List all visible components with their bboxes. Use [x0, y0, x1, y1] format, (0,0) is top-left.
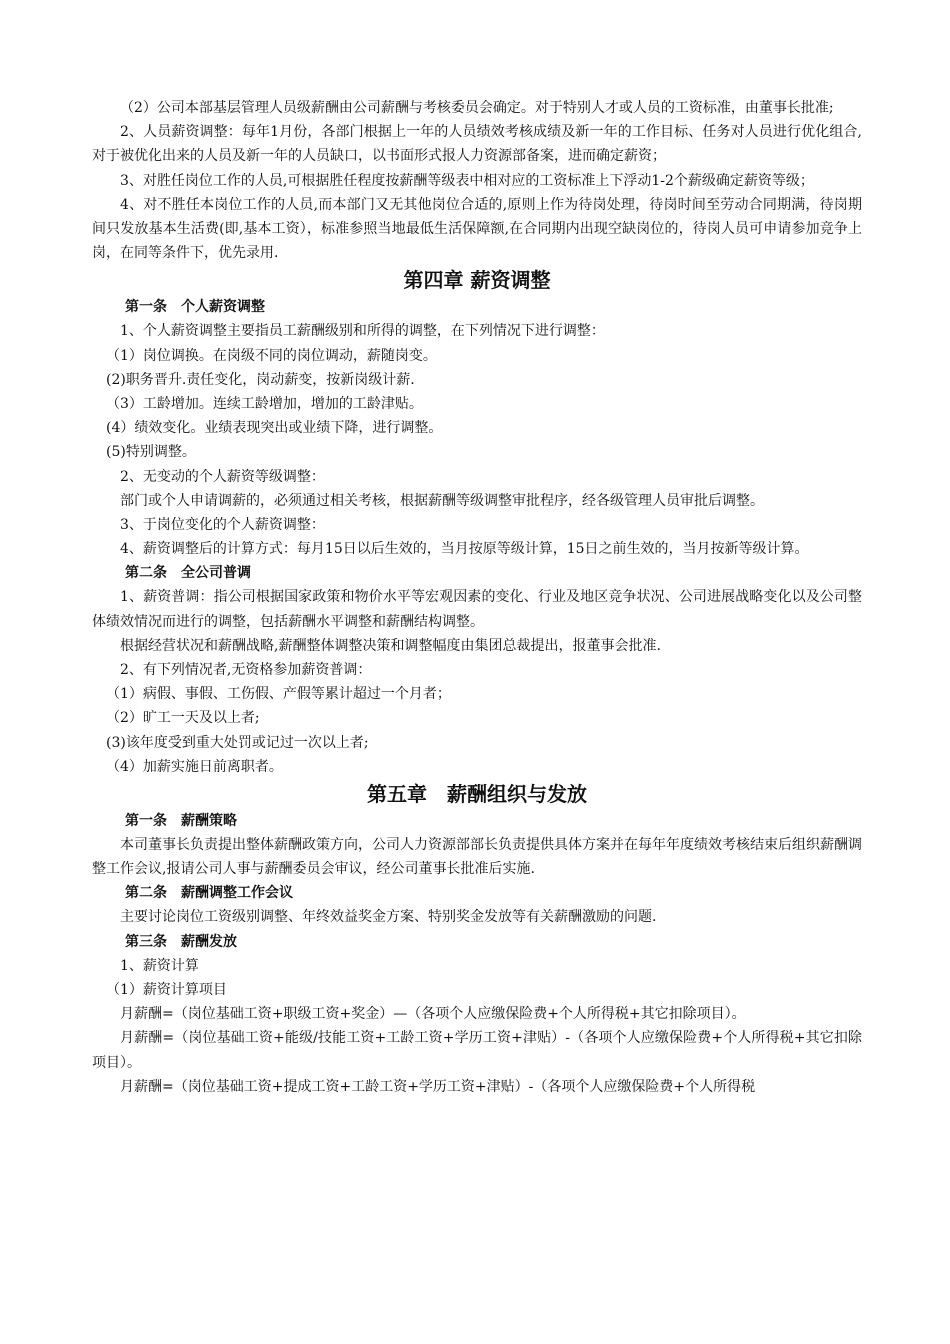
list-item: （4）加薪实施日前离职者。 — [106, 758, 283, 775]
article-heading: 第三条 薪酬发放 — [125, 933, 237, 950]
paragraph: 2、人员薪资调整：每年1月份，各部门根据上一年的人员绩效考核成绩及新一年的工作目标、任务对人员进行优化组合,对于被优化出来的人员及新一年的人员缺口，以书面形式报人力资源部备案，进而确定薪资； — [92, 124, 862, 165]
list-item: （1）病假、事假、工伤假、产假等累计超过一个月者； — [106, 686, 451, 703]
paragraph: 2、无变动的个人薪资等级调整： — [120, 468, 325, 485]
paragraph: 1、薪资计算 — [120, 957, 199, 974]
paragraph: 3、于岗位变化的个人薪资调整： — [120, 517, 325, 534]
list-item: (3)该年度受到重大处罚或记过一次以上者; — [106, 734, 369, 751]
paragraph: 4、对不胜任本岗位工作的人员,而本部门又无其他岗位合适的,原则上作为待岗处理，待岗时间至劳动合同期满，待岗期间只发放基本生活费(即,基本工资），标准参照当地最低生活保障额,在合同期内出现空缺岗位的，待岗人员可申请参加竞争上岗，在同等条件下，优先录用. — [92, 196, 862, 262]
chapter-title: 第五章 薪酬组织与发放 — [367, 782, 587, 807]
paragraph: 2、有下列情况者,无资格参加薪资普调： — [120, 662, 372, 679]
article-heading: 第二条 薪酬调整工作会议 — [125, 885, 293, 902]
paragraph: （1）薪资计算项目 — [106, 981, 227, 998]
article-heading: 第二条 全公司普调 — [125, 565, 251, 582]
list-item: （2）旷工一天及以上者; — [106, 710, 260, 727]
list-item: （3）工龄增加。连续工龄增加，增加的工龄津贴。 — [106, 396, 423, 413]
article-heading: 第一条 个人薪资调整 — [125, 299, 265, 316]
document-body — [92, 96, 862, 1099]
paragraph: 月薪酬=（岗位基础工资+职级工资+奖金）—（各项个人应缴保险费+个人所得税+其它扣除项目）。 — [120, 1006, 746, 1023]
paragraph: 月薪酬=（岗位基础工资+能级/技能工资+工龄工资+学历工资+津贴）-（各项个人应缴保险费+个人所得税+其它扣除项目）。 — [92, 1030, 862, 1071]
list-item: (5)特别调整。 — [106, 444, 196, 461]
paragraph: 主要讨论岗位工资级别调整、年终效益奖金方案、特别奖金发放等有关薪酬激励的问题. — [120, 909, 657, 926]
paragraph: 3、对胜任岗位工作的人员,可根据胜任程度按薪酬等级表中相对应的工资标准上下浮动1-2个薪级确定薪资等级； — [120, 172, 814, 189]
paragraph: 本司董事长负责提出整体薪酬政策方向，公司人力资源部部长负责提供具体方案并在每年年度绩效考核结束后组织薪酬调整工作会议,报请公司人事与薪酬委员会审议，经公司董事长批准后实施. — [92, 837, 862, 878]
chapter-title: 第四章 薪资调整 — [403, 268, 551, 293]
list-item: （1）岗位调换。在岗级不同的岗位调动，薪随岗变。 — [106, 347, 437, 364]
paragraph: （2）公司本部基层管理人员级薪酬由公司薪酬与考核委员会确定。对于特别人才或人员的工资标准，由董事长批准; — [120, 100, 834, 116]
list-item: (2)职务晋升.责任变化，岗动薪变，按新岗级计薪. — [106, 371, 415, 388]
paragraph: 1、个人薪资调整主要指员工薪酬级别和所得的调整，在下列情况下进行调整： — [120, 323, 605, 340]
paragraph: 月薪酬=（岗位基础工资+提成工资+工龄工资+学历工资+津贴）-（各项个人应缴保险费+个人所得税 — [120, 1078, 756, 1095]
list-item: (4）绩效变化。业绩表现突出或业绩下降，进行调整。 — [106, 420, 443, 437]
paragraph: 部门或个人申请调薪的，必须通过相关考核，根据薪酬等级调整审批程序，经各级管理人员审批后调整。 — [120, 492, 764, 509]
paragraph: 根据经营状况和薪酬战略,薪酬整体调整决策和调整幅度由集团总裁提出，报董事会批准. — [120, 637, 661, 654]
article-heading: 第一条 薪酬策略 — [125, 813, 237, 830]
paragraph: 4、薪资调整后的计算方式：每月15日以后生效的，当月按原等级计算，15日之前生效的，当月按新等级计算。 — [120, 541, 809, 558]
paragraph: 1、薪资普调：指公司根据国家政策和物价水平等宏观因素的变化、行业及地区竞争状况、公司进展战略变化以及公司整体绩效情况而进行的调整，包括薪酬水平调整和薪酬结构调整。 — [92, 589, 862, 630]
